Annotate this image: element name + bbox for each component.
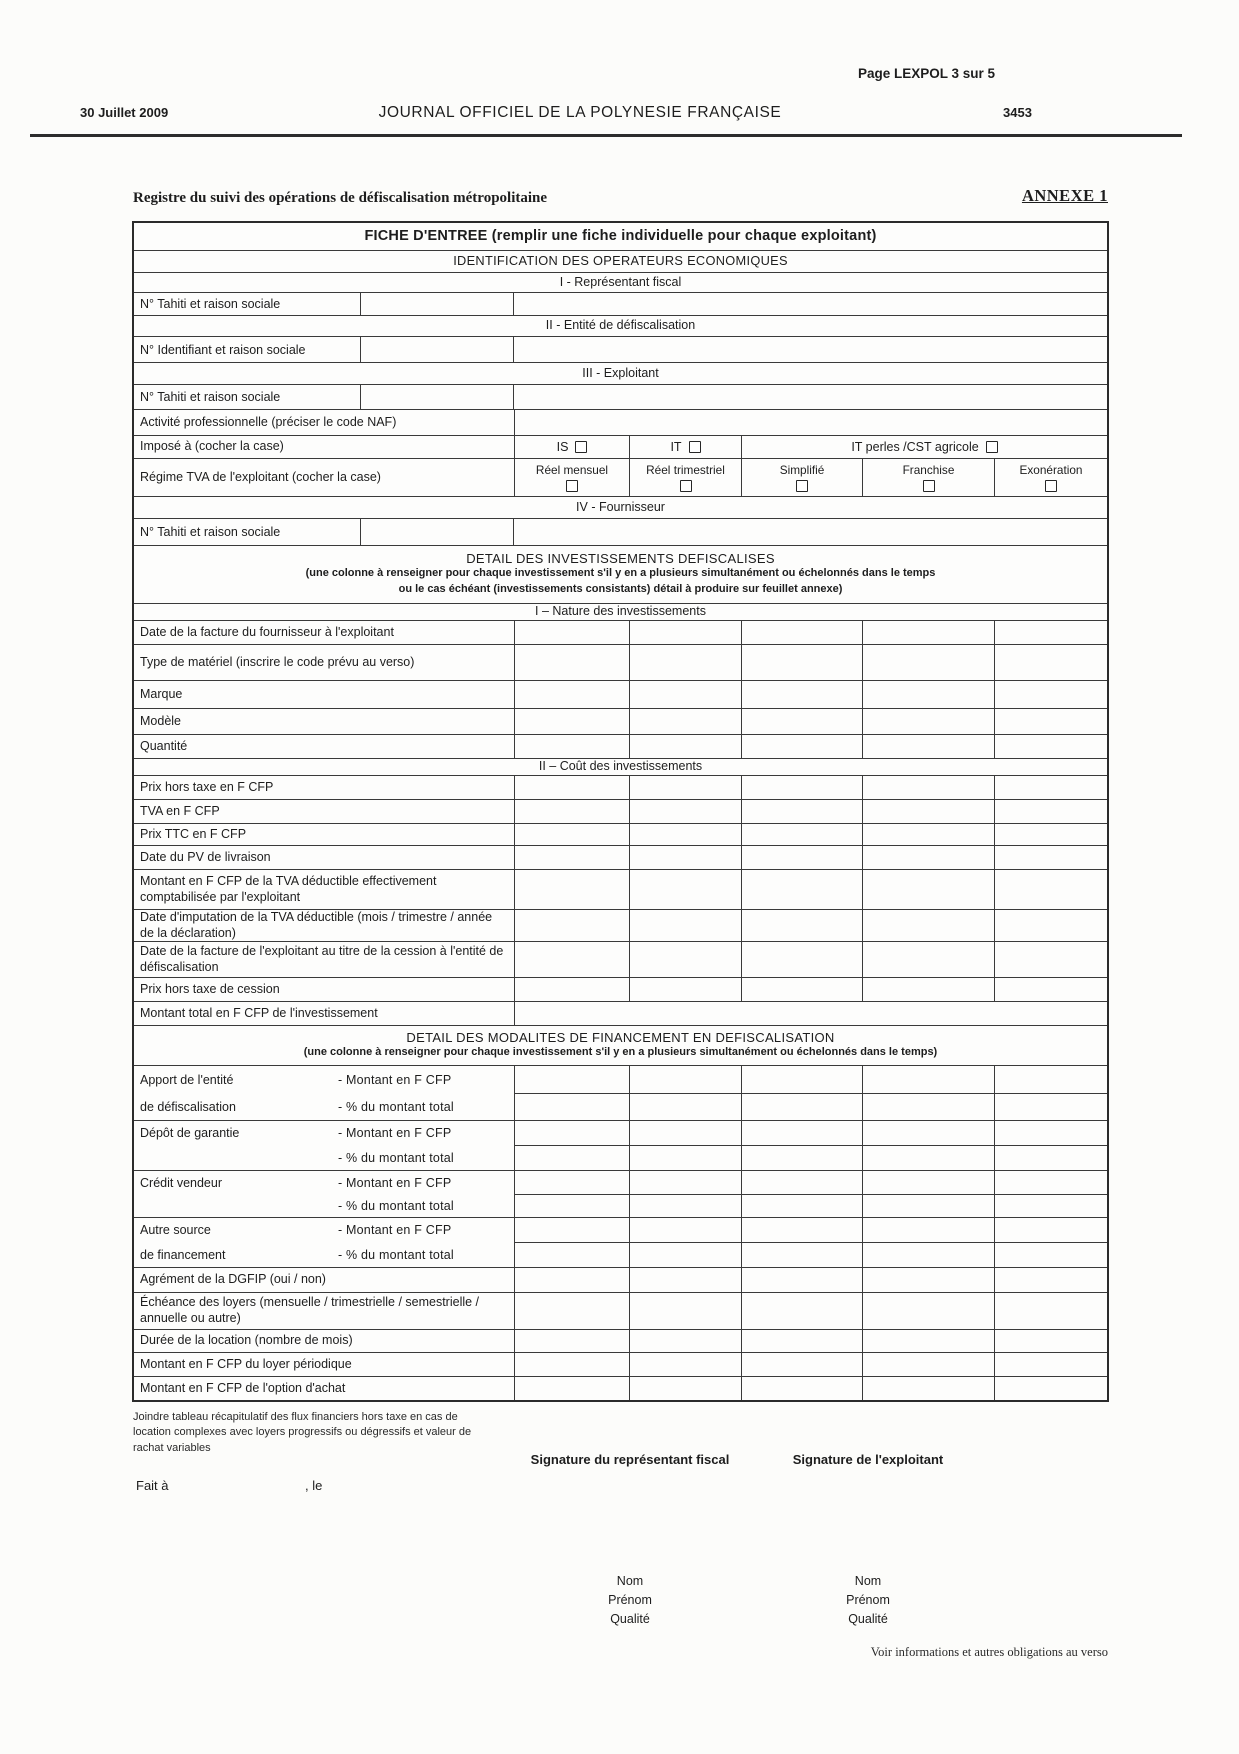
percent-label: - % du montant total <box>338 1198 454 1213</box>
input-cell[interactable] <box>629 1293 741 1329</box>
input-cell[interactable] <box>994 978 1107 1001</box>
input-cell[interactable] <box>741 824 862 845</box>
section-representant-fiscal <box>134 273 1107 293</box>
percent-label: - % du montant total <box>338 1150 454 1165</box>
fait-a-label: Fait à <box>136 1478 169 1493</box>
name-block-exploitant <box>788 1572 948 1629</box>
input-cell[interactable] <box>514 978 629 1001</box>
group-label: de financement <box>140 1247 226 1262</box>
input-cell[interactable] <box>862 621 994 644</box>
row-label: Imposé à (cocher la case) <box>140 439 284 454</box>
section-title: II - Entité de défiscalisation <box>545 318 696 333</box>
signature-representant-label: Signature du représentant fiscal <box>530 1452 730 1467</box>
input-cell[interactable] <box>514 1330 629 1352</box>
name-block-representant <box>550 1572 710 1629</box>
section-title: IV - Fournisseur <box>576 499 665 514</box>
option-label-it-perles: IT perles /CST agricole <box>851 440 979 454</box>
row-date-imputation-tva <box>134 910 1107 942</box>
journal-title: JOURNAL OFFICIEL DE LA POLYNESIE FRANÇAISE <box>378 104 782 121</box>
tva-option-label: Réel trimestriel <box>646 463 725 477</box>
section-title: III - Exploitant <box>582 365 659 380</box>
input-cell[interactable] <box>629 1195 741 1218</box>
row-marque <box>134 681 1107 709</box>
input-cell[interactable] <box>629 1146 741 1170</box>
row-echeance-loyers <box>134 1293 1107 1330</box>
input-cell[interactable] <box>741 1293 862 1329</box>
option-label-it: IT <box>670 440 682 454</box>
input-cell[interactable] <box>629 1377 741 1400</box>
row-label: Type de matériel (inscrire le code prévu au verso) <box>140 654 415 669</box>
tva-option-label: Franchise <box>902 463 955 477</box>
tahiti-number-cell[interactable] <box>361 293 514 315</box>
input-cell[interactable] <box>994 1195 1107 1218</box>
form-title-row <box>134 223 1107 251</box>
input-cell[interactable] <box>862 1146 994 1170</box>
input-cell[interactable] <box>994 1146 1107 1170</box>
identification-header-row <box>134 251 1107 273</box>
amount-label: - Montant en F CFP <box>338 1175 452 1190</box>
input-cell[interactable] <box>741 645 862 680</box>
row-loyer-periodique <box>134 1353 1107 1377</box>
input-cell[interactable] <box>741 709 862 734</box>
tva-option-label: Exonération <box>1019 463 1083 477</box>
row-quantite <box>134 735 1107 759</box>
input-cell[interactable] <box>514 621 629 644</box>
input-cell[interactable] <box>994 1353 1107 1376</box>
row-label: Agrément de la DGFIP (oui / non) <box>140 1272 326 1287</box>
input-cell[interactable] <box>741 1171 862 1194</box>
input-cell[interactable] <box>862 1195 994 1218</box>
row-label: N° Tahiti et raison sociale <box>140 525 281 539</box>
input-cell[interactable] <box>515 1195 629 1218</box>
row-label: Montant en F CFP du loyer périodique <box>140 1356 352 1371</box>
input-cell[interactable] <box>629 621 741 644</box>
input-cell[interactable] <box>629 645 741 680</box>
nom-label: Nom <box>854 1574 882 1588</box>
raison-sociale-cell[interactable] <box>514 385 1107 409</box>
form-title: FICHE D'ENTREE (remplir une fiche individuelle pour chaque exploitant) <box>364 227 877 244</box>
row-label: Prix TTC en F CFP <box>140 826 247 841</box>
section-entite-defiscalisation <box>134 316 1107 337</box>
checkbox-is[interactable] <box>575 441 587 453</box>
input-cell[interactable] <box>629 1066 741 1093</box>
section-fournisseur <box>134 497 1107 519</box>
input-cell[interactable] <box>515 1243 629 1267</box>
input-cell[interactable] <box>515 1146 629 1170</box>
input-cell[interactable] <box>994 870 1107 909</box>
input-cell[interactable] <box>741 910 862 941</box>
input-cell[interactable] <box>862 1243 994 1267</box>
input-cell[interactable] <box>514 824 629 845</box>
input-cell[interactable] <box>629 846 741 869</box>
input-cell[interactable] <box>741 621 862 644</box>
input-cell[interactable] <box>629 681 741 708</box>
input-cell[interactable] <box>862 1268 994 1292</box>
input-cell[interactable] <box>994 1330 1107 1352</box>
row-montant-tva-deductible <box>134 870 1107 910</box>
input-cell[interactable] <box>629 824 741 845</box>
identification-header: IDENTIFICATION DES OPERATEURS ECONOMIQUES <box>453 253 788 269</box>
raison-sociale-cell[interactable] <box>514 337 1107 362</box>
attachment-note: Joindre tableau récapitulatif des flux financiers hors taxe en cas de location complexes avec loyers progressifs ou dégressifs et valeur de rachat variables <box>133 1411 472 1454</box>
row-date-facture-fournisseur <box>134 621 1107 645</box>
input-cell[interactable] <box>862 735 994 758</box>
tva-option-label: Simplifié <box>779 463 825 477</box>
checkbox-it-perles-cst-agricole[interactable] <box>986 441 998 453</box>
percent-label: - % du montant total <box>338 1247 454 1262</box>
qualite-label: Qualité <box>610 1612 650 1626</box>
row-label: N° Tahiti et raison sociale <box>140 390 281 404</box>
qualite-label: Qualité <box>848 1612 888 1626</box>
cout-header-row <box>134 759 1107 776</box>
row-date-pv-livraison <box>134 846 1107 870</box>
nom-label: Nom <box>616 1574 644 1588</box>
input-cell[interactable] <box>994 735 1107 758</box>
input-cell[interactable] <box>994 621 1107 644</box>
input-cell[interactable] <box>629 1121 741 1145</box>
row-label: Date de la facture de l'exploitant au titre de la cession à l'entité de défiscalisation <box>140 943 504 974</box>
checkbox-reel-trimestriel[interactable] <box>680 480 692 492</box>
input-cell[interactable] <box>515 1171 629 1194</box>
input-cell[interactable] <box>994 1121 1107 1145</box>
row-label: Montant en F CFP de la TVA déductible effectivement comptabilisée par l'exploitant <box>140 873 437 904</box>
row-identifiant-entite <box>134 337 1107 363</box>
input-cell[interactable] <box>994 1243 1107 1267</box>
row-label: Échéance des loyers (mensuelle / trimestrielle / semestrielle / annuelle ou autre) <box>140 1295 480 1325</box>
raison-sociale-cell[interactable] <box>514 293 1107 315</box>
row-label: TVA en F CFP <box>140 803 220 818</box>
input-cell[interactable] <box>629 1218 741 1242</box>
input-cell[interactable] <box>994 1094 1107 1121</box>
invest-title: DETAIL DES INVESTISSEMENTS DEFISCALISES <box>466 551 775 567</box>
tahiti-number-cell[interactable] <box>361 519 514 545</box>
input-cell[interactable] <box>862 1377 994 1400</box>
input-cell[interactable] <box>862 846 994 869</box>
input-cell[interactable] <box>994 645 1107 680</box>
input-cell[interactable] <box>741 1146 862 1170</box>
input-cell[interactable] <box>862 978 994 1001</box>
checkbox-simplifie[interactable] <box>796 480 808 492</box>
section-title: I - Représentant fiscal <box>559 274 682 289</box>
group-label: Apport de l'entité <box>140 1072 234 1087</box>
input-cell[interactable] <box>515 1218 629 1242</box>
row-label: Prix hors taxe en F CFP <box>140 779 274 794</box>
input-cell[interactable] <box>514 681 629 708</box>
input-cell[interactable] <box>994 910 1107 941</box>
financing-group-apport <box>134 1066 1107 1121</box>
input-cell[interactable] <box>994 846 1107 869</box>
nature-header: I – Nature des investissements <box>535 604 706 619</box>
input-cell[interactable] <box>629 1330 741 1352</box>
input-cell[interactable] <box>862 681 994 708</box>
input-cell[interactable] <box>862 1171 994 1194</box>
input-cell[interactable] <box>629 735 741 758</box>
input-cell[interactable] <box>994 942 1107 977</box>
issue-date: 30 Juillet 2009 <box>80 105 169 120</box>
input-cell[interactable] <box>741 942 862 977</box>
input-cell[interactable] <box>862 942 994 977</box>
row-label: N° Identifiant et raison sociale <box>140 342 306 357</box>
input-cell[interactable] <box>514 1293 629 1329</box>
financing-group-credit-vendeur <box>134 1171 1107 1218</box>
row-tahiti-exploitant <box>134 385 1107 410</box>
activite-cell[interactable] <box>514 410 1107 435</box>
register-title: Registre du suivi des opérations de défiscalisation métropolitaine <box>133 190 548 206</box>
tahiti-number-cell[interactable] <box>361 385 514 409</box>
signature-exploitant-label: Signature de l'exploitant <box>792 1452 944 1467</box>
row-label: Date d'imputation de la TVA déductible (mois / trimestre / année de la déclaration) <box>140 909 493 940</box>
input-cell[interactable] <box>862 1066 994 1093</box>
input-cell[interactable] <box>862 1353 994 1376</box>
input-cell[interactable] <box>994 681 1107 708</box>
checkbox-exoneration[interactable] <box>1045 480 1057 492</box>
input-cell[interactable] <box>514 910 629 941</box>
input-cell[interactable] <box>514 709 629 734</box>
input-cell[interactable] <box>994 1066 1107 1093</box>
input-cell[interactable] <box>862 1094 994 1121</box>
input-cell[interactable] <box>741 1218 862 1242</box>
row-impose <box>134 436 1107 459</box>
row-prix-hors-taxe <box>134 776 1107 800</box>
input-cell[interactable] <box>629 1094 741 1121</box>
input-cell[interactable] <box>629 870 741 909</box>
input-cell[interactable] <box>994 1268 1107 1292</box>
financing-group-depot <box>134 1121 1107 1171</box>
amount-label: - Montant en F CFP <box>338 1126 452 1141</box>
input-cell[interactable] <box>741 846 862 869</box>
input-cell[interactable] <box>515 1094 629 1121</box>
checkbox-franchise[interactable] <box>923 480 935 492</box>
input-cell[interactable] <box>741 1353 862 1376</box>
row-type-materiel <box>134 645 1107 681</box>
invest-subtitle-1: (une colonne à renseigner pour chaque investissement s'il y en a plusieurs simultanément ou échelonnés dans le temps <box>305 567 936 580</box>
lexpol-page-indicator: Page LEXPOL 3 sur 5 <box>857 66 995 81</box>
row-option-achat <box>134 1377 1107 1400</box>
financing-section-header <box>134 1026 1107 1066</box>
input-cell[interactable] <box>994 1218 1107 1242</box>
invest-section-header <box>134 546 1107 604</box>
percent-label: - % du montant total <box>338 1099 454 1114</box>
input-cell[interactable] <box>514 800 629 823</box>
header-rule <box>30 134 1182 137</box>
row-label: Montant en F CFP de l'option d'achat <box>140 1380 346 1395</box>
input-cell[interactable] <box>994 1377 1107 1400</box>
row-label: Modèle <box>140 713 181 728</box>
fiche-entree-form <box>132 221 1109 1402</box>
row-label: Date du PV de livraison <box>140 849 271 864</box>
input-cell[interactable] <box>515 1066 629 1093</box>
row-label: Régime TVA de l'exploitant (cocher la case) <box>140 469 381 484</box>
input-cell[interactable] <box>514 942 629 977</box>
input-cell[interactable] <box>629 776 741 799</box>
financing-subtitle: (une colonne à renseigner pour chaque investissement s'il y en a plusieurs simultanément ou échelonnés dans le temps) <box>303 1046 938 1059</box>
input-cell[interactable] <box>741 735 862 758</box>
row-label: Prix hors taxe de cession <box>140 981 280 996</box>
input-cell[interactable] <box>741 870 862 909</box>
input-cell[interactable] <box>514 776 629 799</box>
input-cell[interactable] <box>741 1243 862 1267</box>
prenom-label: Prénom <box>846 1593 890 1607</box>
input-cell[interactable] <box>629 942 741 977</box>
input-cell[interactable] <box>862 870 994 909</box>
input-cell[interactable] <box>514 1268 629 1292</box>
raison-sociale-cell[interactable] <box>514 519 1107 545</box>
checkbox-it[interactable] <box>689 441 701 453</box>
row-activite <box>134 410 1107 436</box>
row-regime-tva <box>134 459 1107 497</box>
input-cell[interactable] <box>862 1293 994 1329</box>
input-cell[interactable] <box>629 1268 741 1292</box>
input-cell[interactable] <box>862 910 994 941</box>
input-cell[interactable] <box>862 645 994 680</box>
verso-note: Voir informations et autres obligations au verso <box>870 1645 1108 1659</box>
row-tva-fcfp <box>134 800 1107 824</box>
row-label: Quantité <box>140 738 188 753</box>
input-cell[interactable] <box>629 1243 741 1267</box>
row-label: N° Tahiti et raison sociale <box>140 297 281 311</box>
financing-title: DETAIL DES MODALITES DE FINANCEMENT EN DEFISCALISATION <box>406 1030 835 1046</box>
input-cell[interactable] <box>994 709 1107 734</box>
input-cell[interactable] <box>741 1377 862 1400</box>
input-cell[interactable] <box>515 1121 629 1145</box>
input-cell[interactable] <box>514 1377 629 1400</box>
input-cell[interactable] <box>629 978 741 1001</box>
row-tahiti-fournisseur <box>134 519 1107 546</box>
section-exploitant <box>134 363 1107 385</box>
group-label: Autre source <box>140 1223 211 1238</box>
input-cell[interactable] <box>994 824 1107 845</box>
input-cell[interactable] <box>862 776 994 799</box>
identifiant-number-cell[interactable] <box>361 337 514 362</box>
input-cell[interactable] <box>862 1121 994 1145</box>
input-cell[interactable] <box>862 1330 994 1352</box>
financing-group-autre-source <box>134 1218 1107 1268</box>
option-label-is: IS <box>556 440 569 454</box>
input-cell[interactable] <box>862 1218 994 1242</box>
row-label: Montant total en F CFP de l'investissement <box>140 1005 378 1020</box>
prenom-label: Prénom <box>608 1593 652 1607</box>
input-cell[interactable] <box>629 910 741 941</box>
input-cell[interactable] <box>862 709 994 734</box>
annexe-label: ANNEXE 1 <box>1021 186 1108 205</box>
row-date-facture-cession <box>134 942 1107 978</box>
input-cell[interactable] <box>629 1353 741 1376</box>
input-cell[interactable] <box>514 645 629 680</box>
input-cell[interactable] <box>741 1330 862 1352</box>
input-cell[interactable] <box>741 681 862 708</box>
group-label: Dépôt de garantie <box>140 1126 240 1141</box>
row-montant-total <box>134 1002 1107 1026</box>
input-cell[interactable] <box>514 870 629 909</box>
checkbox-reel-mensuel[interactable] <box>566 480 578 492</box>
input-cell[interactable] <box>862 824 994 845</box>
input-cell[interactable] <box>862 800 994 823</box>
row-prix-ttc <box>134 824 1107 846</box>
row-label: Durée de la location (nombre de mois) <box>140 1333 353 1348</box>
input-cell[interactable] <box>994 1171 1107 1194</box>
row-modele <box>134 709 1107 735</box>
row-tahiti-representant <box>134 293 1107 316</box>
input-cell[interactable] <box>629 1171 741 1194</box>
input-cell[interactable] <box>994 776 1107 799</box>
nature-header-row <box>134 604 1107 621</box>
input-cell[interactable] <box>629 800 741 823</box>
le-label: , le <box>305 1478 323 1493</box>
input-cell[interactable] <box>514 735 629 758</box>
row-prix-ht-cession <box>134 978 1107 1002</box>
input-cell[interactable] <box>741 978 862 1001</box>
input-cell[interactable] <box>514 846 629 869</box>
input-cell[interactable] <box>994 1293 1107 1329</box>
input-cell[interactable] <box>629 709 741 734</box>
row-label: Activité professionnelle (préciser le code NAF) <box>140 414 397 429</box>
input-cell[interactable] <box>741 1094 862 1121</box>
row-label: Marque <box>140 686 183 701</box>
input-cell[interactable] <box>741 776 862 799</box>
row-duree-location <box>134 1330 1107 1353</box>
group-label: Crédit vendeur <box>140 1175 222 1190</box>
input-cell[interactable] <box>741 1268 862 1292</box>
group-label: de défiscalisation <box>140 1099 236 1114</box>
row-label: Date de la facture du fournisseur à l'exploitant <box>140 624 394 639</box>
input-cell[interactable] <box>514 1002 1107 1025</box>
tva-option-label: Réel mensuel <box>535 463 609 477</box>
input-cell[interactable] <box>741 1195 862 1218</box>
input-cell[interactable] <box>994 800 1107 823</box>
invest-subtitle-2: ou le cas échéant (investissements consistants) détail à produire sur feuillet annexe) <box>398 583 843 595</box>
folio-number: 3453 <box>1003 105 1032 120</box>
row-agrement-dgfip <box>134 1268 1107 1293</box>
cout-header: II – Coût des investissements <box>538 759 703 774</box>
input-cell[interactable] <box>514 1353 629 1376</box>
amount-label: - Montant en F CFP <box>338 1072 452 1087</box>
input-cell[interactable] <box>741 1121 862 1145</box>
input-cell[interactable] <box>741 1066 862 1093</box>
input-cell[interactable] <box>741 800 862 823</box>
amount-label: - Montant en F CFP <box>338 1223 452 1238</box>
